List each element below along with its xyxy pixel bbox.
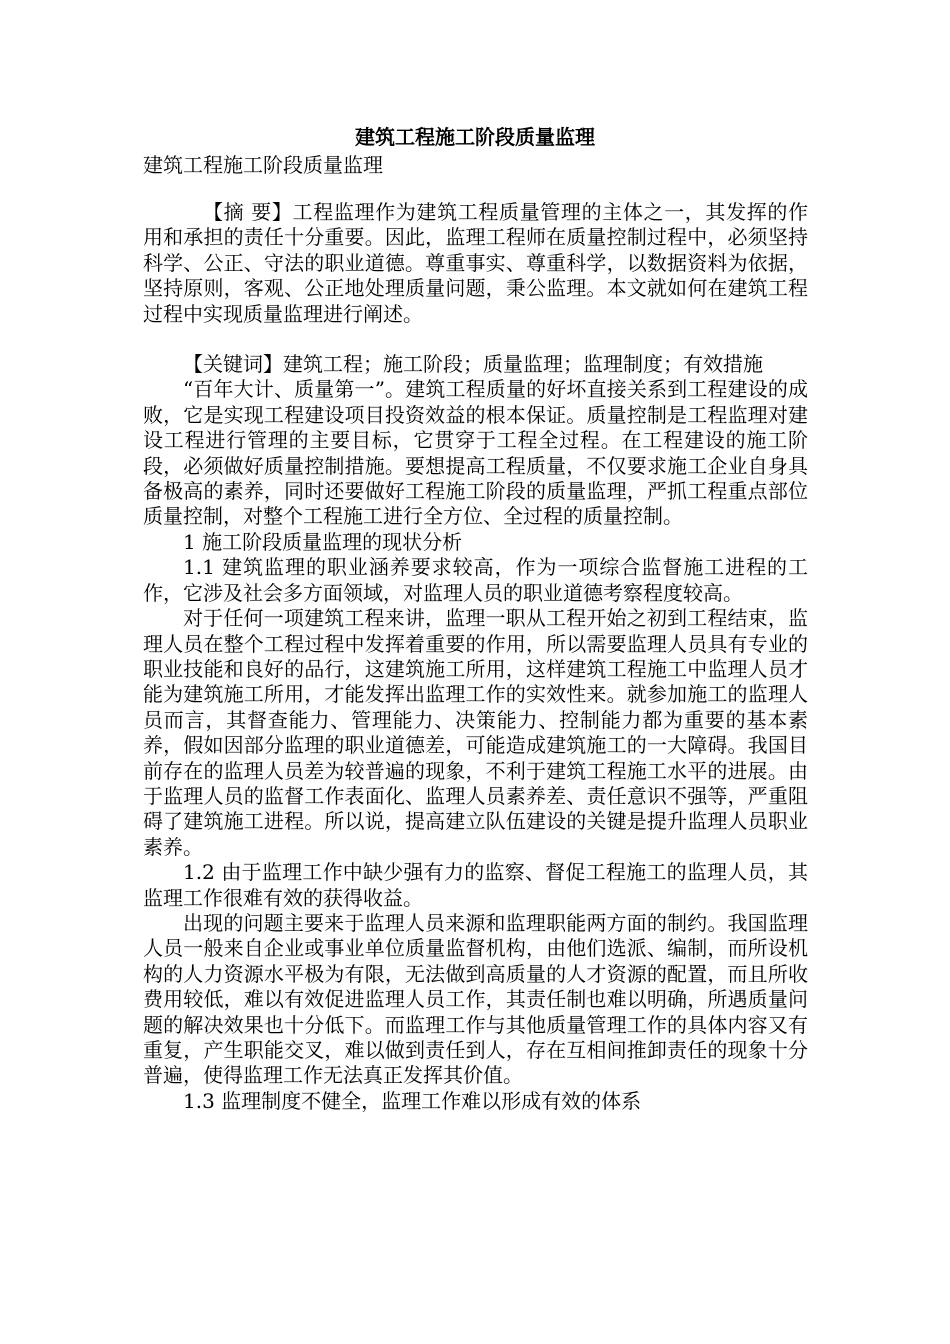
section-1-3-heading: 1.3 监理制度不健全，监理工作难以形成有效的体系 — [183, 1088, 642, 1113]
section-1-1-body: 对于任何一项建筑工程来讲，监理一职从工程开始之初到工程结束，监理人员在整个工程过程中发挥着重要的作用，所以需要监理人员具有专业的职业技能和良好的品行，这建筑施工所用，这样建筑工程施工中监理人员才能为建筑施工所用，才能发挥出监理工作的实效性来。就参加施工的监理人员而言，其督查能力、管理能力、决策能力、控制能力都为重要的基本素养，假如因部分监理的职业道德差，可能造成建筑施工的一大障碍。我国目前存在的监理人员差为较普遍的现象，不利于建筑工程施工水平的进展。由于监理人员的监督工作表面化、监理人员素养差、责任意识不强等，严重阻碍了建筑施工进程。所以说，提高建立队伍建设的关键是提升监理人员职业素养。 — [143, 606, 808, 859]
section-1-1-heading: 1.1 建筑监理的职业涵养要求较高，作为一项综合监督施工进程的工作，它涉及社会多方面领域，对监理人员的职业道德考察程度较高。 — [143, 555, 808, 605]
intro-paragraph: “百年大计、质量第一”。建筑工程质量的好坏直接关系到工程建设的成败，它是实现工程建设项目投资效益的根本保证。质量控制是工程监理对建设工程进行管理的主要目标，它贯穿于工程全过程。在工程建设的施工阶段，必须做好质量控制措施。要想提高工程质量，不仅要求施工企业自身具备极高的素养，同时还要做好工程施工阶段的质量监理，严抓工程重点部位质量控制，对整个工程施工进行全方位、全过程的质量控制。 — [143, 377, 808, 529]
document-subtitle: 建筑工程施工阶段质量监理 — [143, 153, 383, 177]
section-1-2-body: 出现的问题主要来于监理人员来源和监理职能两方面的制约。我国监理人员一般来自企业或事业单位质量监督机构，由他们选派、编制，而所设机构的人力资源水平极为有限，无法做到高质量的人才资源的配置，而且所收费用较低，难以有效促进监理人员工作，其责任制也难以明确，所遇质量问题的解决效果也十分低下。而监理工作与其他质量管理工作的具体内容又有重复，产生职能交叉，难以做到责任到人，存在互相间推卸责任的现象十分普遍，使得监理工作无法真正发挥其价值。 — [143, 910, 808, 1088]
paragraph-gap — [143, 327, 808, 352]
abstract-paragraph: 【摘 要】工程监理作为建筑工程质量管理的主体之一，其发挥的作用和承担的责任十分重要。因此，监理工程师在质量控制过程中，必须坚持科学、公正、守法的职业道德。尊重事实、尊重科学，以数据资料为依据，坚持原则，客观、公正地处理质量问题，秉公监理。本文就如何在建筑工程过程中实现质量监理进行阐述。 — [143, 200, 808, 326]
section-1-heading: 1 施工阶段质量监理的现状分析 — [183, 529, 463, 554]
section-1-2-heading: 1.2 由于监理工作中缺少强有力的监察、督促工程施工的监理人员，其监理工作很难有效的获得收益。 — [143, 860, 808, 910]
document-title: 建筑工程施工阶段质量监理 — [355, 125, 595, 149]
keywords-paragraph: 【关键词】建筑工程；施工阶段；质量监理；监理制度；有效措施 — [183, 352, 763, 377]
document-body — [143, 200, 808, 1114]
